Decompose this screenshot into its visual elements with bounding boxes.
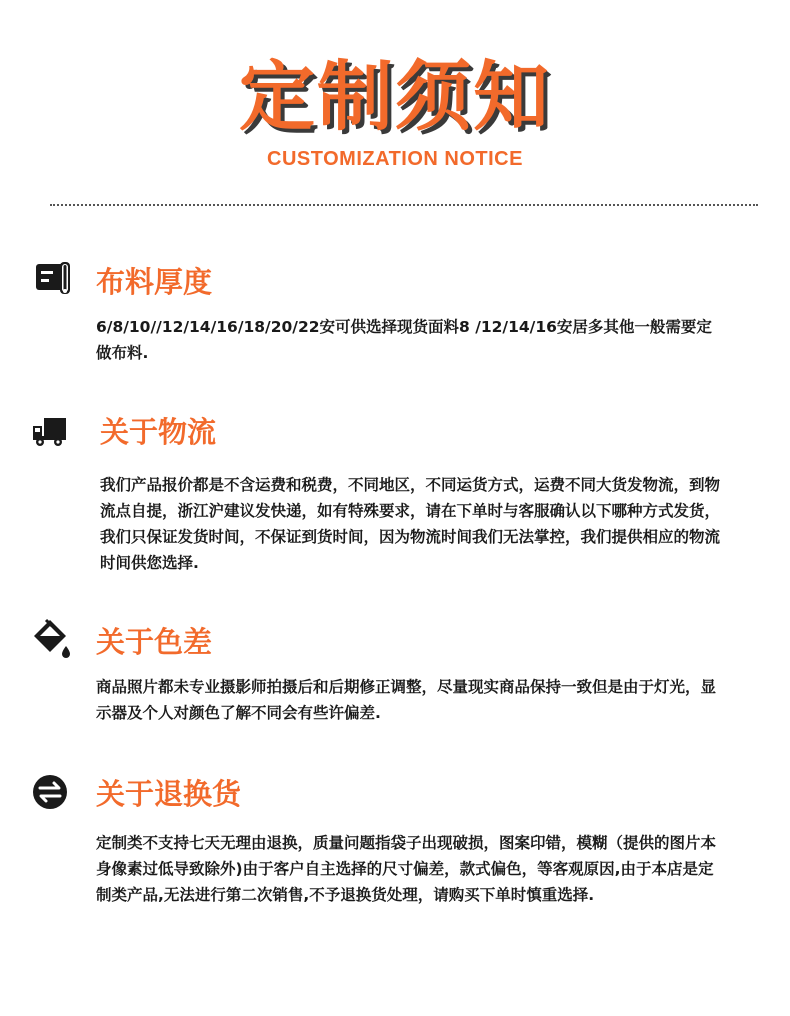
divider xyxy=(50,204,758,206)
header xyxy=(0,0,790,210)
section-text: 商品照片都未专业摄影师拍摄后和后期修正调整，尽量现实商品保持一致但是由于灯光，显示器及个人对颜色了解不同会有些许偏差. xyxy=(96,678,717,722)
fabric-roll-icon xyxy=(30,258,74,302)
section-title: 关于色差 xyxy=(96,625,213,659)
page-title: 定制须知 xyxy=(239,52,551,141)
section-title: 关于物流 xyxy=(100,415,217,449)
section-title: 关于退换货 xyxy=(96,777,242,811)
section-logistics xyxy=(30,408,730,588)
section-title: 布料厚度 xyxy=(96,265,213,299)
section-color-difference xyxy=(30,618,730,738)
section-text: 6/8/10//12/14/16/18/20/22安可供选择现货面料8 /12/14/16安居多其他一般需要定做布料. xyxy=(96,318,712,362)
page-subtitle: CUSTOMIZATION NOTICE xyxy=(267,148,523,170)
exchange-icon xyxy=(30,770,74,814)
section-text: 定制类不支持七天无理由退换，质量问题指袋子出现破损，图案印错，模糊（提供的图片本身像素过低导致除外)由于客户自主选择的尺寸偏差，款式偏色，等客观原因,由于本店是定制类产品,无法进行第二次销售,不予退换货处理，请购买下单时慎重选择. xyxy=(96,834,717,904)
section-text: 我们产品报价都是不含运费和税费，不同地区，不同运货方式，运费不同大货发物流，到物流点自提，浙江沪建议发快递，如有特殊要求，请在下单时与客服确认以下哪种方式发货，我们只保证发货时间，不保证到货时间，因为物流时间我们无法掌控，我们提供相应的物流时间供您选择. xyxy=(100,476,721,572)
section-returns xyxy=(30,770,730,950)
section-fabric-thickness xyxy=(30,258,730,378)
paint-bucket-icon xyxy=(30,616,74,660)
truck-icon xyxy=(30,412,74,456)
